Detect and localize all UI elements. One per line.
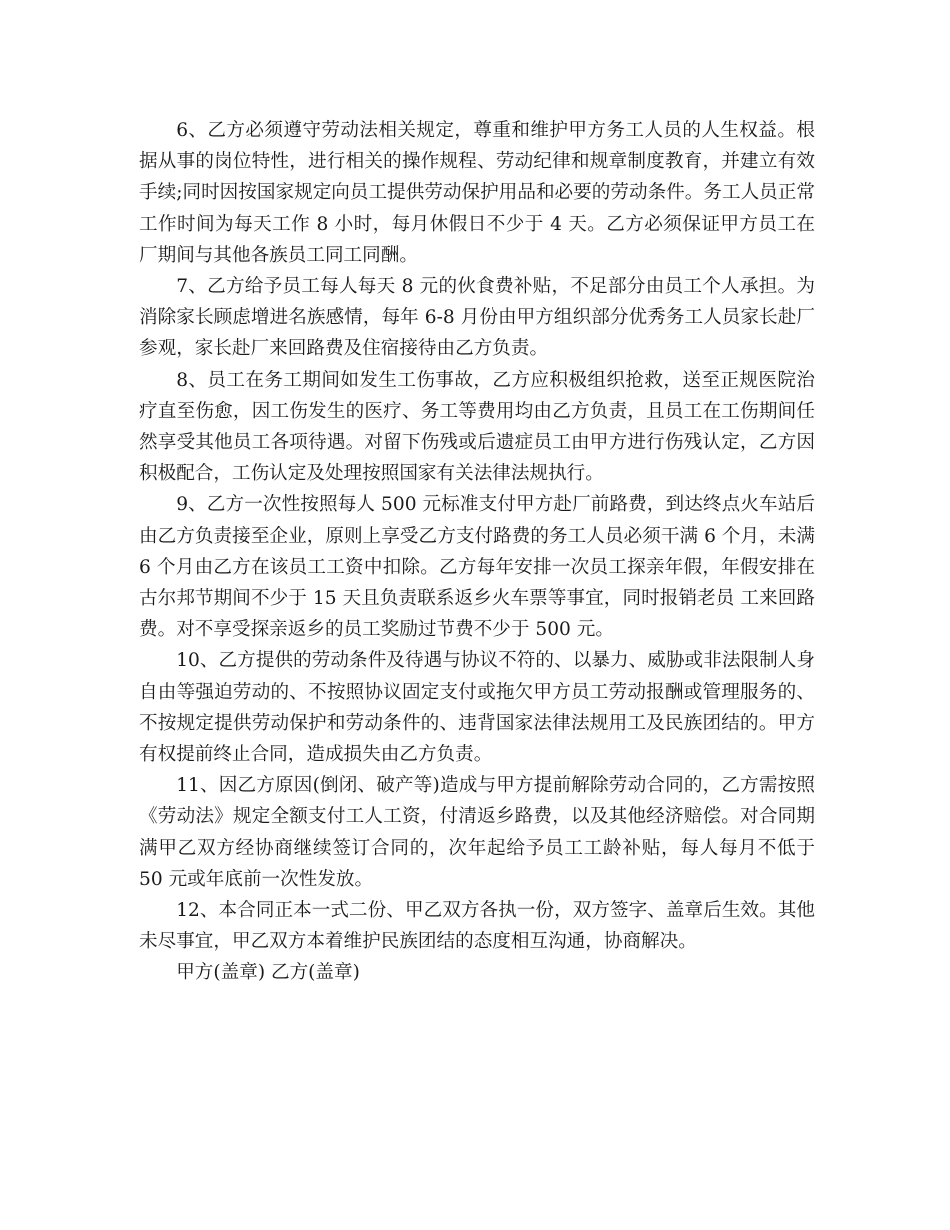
signature-line: 甲方(盖章) 乙方(盖章) bbox=[176, 962, 360, 984]
clause-12: 12、本合同正本一式二份、甲乙双方各执一份，双方签字、盖章后生效。其他未尽事宜，甲乙双方本着维护民族团结的态度相互沟通，协商解决。 bbox=[139, 900, 815, 953]
clause-11: 11、因乙方原因(倒闭、破产等)造成与甲方提前解除劳动合同的，乙方需按照《劳动法》规定全额支付工人工资，付清返乡路费，以及其他经济赔偿。对合同期满甲乙双方经协商继续签订合同的，次年起给予员工工龄补贴，每人每月不低于 50 元或年底前一次性发放。 bbox=[139, 775, 815, 890]
clause-6: 6、乙方必须遵守劳动法相关规定，尊重和维护甲方务工人员的人生权益。根据从事的岗位特性，进行相关的操作规程、劳动纪律和规章制度教育，并建立有效手续;同时因按国家规定向员工提供劳动保护用品和必要的劳动条件。务工人员正常工作时间为每天工作 8 小时，每月休假日不少于 4 天。乙方必须保证甲方员工在厂期间与其他各族员工同工同酬。 bbox=[139, 120, 815, 266]
clause-8: 8、员工在务工期间如发生工伤事故，乙方应积极组织抢救，送至正规医院治疗直至伤愈，因工伤发生的医疗、务工等费用均由乙方负责，且员工在工伤期间任然享受其他员工各项待遇。对留下伤残或后遗症员工由甲方进行伤残认定，乙方因积极配合，工伤认定及处理按照国家有关法律法规执行。 bbox=[139, 369, 815, 485]
clause-10: 10、乙方提供的劳动条件及待遇与协议不符的、以暴力、威胁或非法限制人身自由等强迫劳动的、不按照协议固定支付或拖欠甲方员工劳动报酬或管理服务的、不按规定提供劳动保护和劳动条件的、违背国家法律法规用工及民族团结的。甲方有权提前终止合同，造成损失由乙方负责。 bbox=[139, 650, 815, 766]
clause-9: 9、乙方一次性按照每人 500 元标准支付甲方赴厂前路费，到达终点火车站后由乙方负责接至企业，原则上享受乙方支付路费的务工人员必须干满 6 个月，未满 6 个月由乙方在该员工工资中扣除。乙方每年安排一次员工探亲年假，年假安排在古尔邦节期间不少于 15 天且负责联系返乡火车票等事宜，同时报销老员 工来回路费。对不享受探亲返乡的员工奖励过节费不少于 500 元。 bbox=[139, 494, 815, 641]
clause-7: 7、乙方给予员工每人每天 8 元的伙食费补贴，不足部分由员工个人承担。为消除家长顾虑增进名族感情，每年 6-8 月份由甲方组织部分优秀务工人员家长赴厂参观，家长赴厂来回路费及住宿接待由乙方负责。 bbox=[139, 276, 815, 360]
document-body bbox=[139, 115, 815, 989]
